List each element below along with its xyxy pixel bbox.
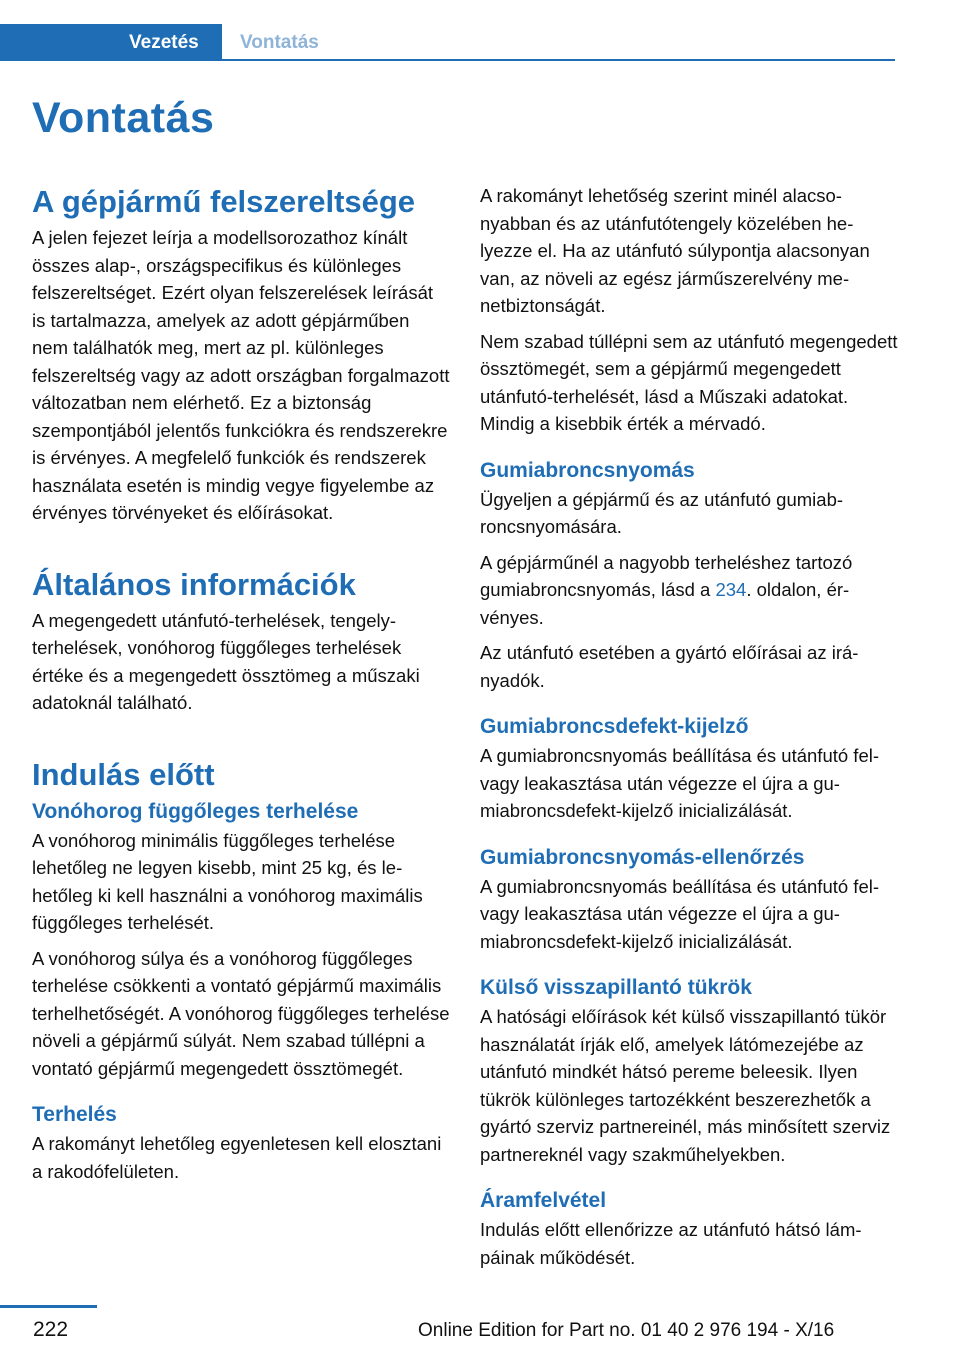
- paragraph: Indulás előtt ellenőrizze az utánfutó hátsó lámpáinak működését.: [480, 1219, 862, 1268]
- section-title-felszereltseg: A gépjármű felszereltsége: [32, 184, 416, 219]
- subsection-title-nyomas-ellenorzes: Gumiabroncsnyomás-ellenőrzés: [480, 845, 805, 869]
- paragraph: Nem szabad túllépni sem az utánfutó megengedett össztömegét, sem a gépjármű megengedett utánfutó-terhelését, lásd a Műszaki adatokat. Mindig a kisebbik érték a mérvadó.: [480, 330, 898, 434]
- footer-divider: [0, 1305, 97, 1308]
- subsection-title-vonohorog: Vonóhorog függőleges terhelése: [32, 799, 359, 823]
- paragraph: A megengedett utánfutó-terhelések, tengelyterhelések, vonóhorog függőleges terhelések értéke és a megengedett össztömeg a műszaki adatoknál található.: [32, 609, 420, 713]
- paragraph: Ügyeljen a gépjármű és az utánfutó gumiabroncsnyomására.: [480, 488, 844, 537]
- paragraph: A gumiabroncsnyomás beállítása és utánfutó fel- vagy leakasztása után végezze el újra a gumiabroncsdefekt-kijelző inicializálását.: [480, 875, 880, 952]
- paragraph: A jelen fejezet leírja a modellsorozathoz kínált összes alap-, országspecifikus és különleges felszereltséget. Ezért olyan felszerelések leírását is tartalmazza, amelyek az adott gépjárműben nem találhatók meg, mert az pl. különleges felszereltség vagy az adott országban forgalmazott változatban nem elérhető. Ez a biztonság szempontjából jelentős funkciókra és rendszerekre is érvényes. A megfelelő funkciók és rendszerek használata esetén is mindig vegye figyelembe az érvényes törvényeket és előírásokat.: [32, 227, 450, 523]
- section-title-altalanos: Általános információk: [32, 566, 356, 602]
- breadcrumb-tab-vezetes[interactable]: Vezetés: [0, 24, 222, 61]
- paragraph: A gumiabroncsnyomás beállítása és utánfutó fel- vagy leakasztása után végezze el újra a gumiabroncsdefekt-kijelző inicializálását.: [480, 745, 880, 821]
- left-column: [32, 180, 450, 1193]
- right-column: [480, 182, 898, 1279]
- text-run: . oldalon, érvényes.: [480, 579, 850, 628]
- paragraph: A hatósági előírások két külső visszapillantó tükör használatát írják elő, amelyek látómezejébe az utánfutó mindkét hátsó pereme beleesik. Ilyen tükrök különleges tartozékként beszerezhetők a gyártó szerviz partnereinél, más minősített szerviz partnereknél vagy szakműhelyekben.: [480, 1006, 891, 1165]
- subsection-title-terheles: Terhelés: [32, 1103, 117, 1126]
- subsection-title-tukrok: Külső visszapillantó tükrök: [480, 976, 752, 999]
- text-run: A gépjárműnél a nagyobb terheléshez tartozó gumiabroncsnyomás, lásd a: [480, 551, 853, 600]
- paragraph: A vonóhorog minimális függőleges terhelése lehetőleg ne legyen kisebb, mint 25 kg, és lehetőleg ki kell használni a vonóhorog maximális függőleges terhelését.: [32, 829, 423, 933]
- subsection-title-defekt-kijelzo: Gumiabroncsdefekt-kijelző: [480, 715, 749, 738]
- paragraph: A vonóhorog súlya és a vonóhorog függőleges terhelése csökkenti a vontató gépjármű maximális terhelhetőségét. A vonóhorog függőleges terhelése növeli a gépjármű súlyát. Nem szabad túllépni a vontató gépjármű megengedett össztömegét.: [32, 947, 450, 1079]
- header-divider: [222, 59, 895, 61]
- section-title-indulas-elott: Indulás előtt: [32, 756, 215, 792]
- page-title: Vontatás: [32, 94, 215, 142]
- paragraph: Az utánfutó esetében a gyártó előírásai az irányadók.: [480, 642, 859, 691]
- breadcrumb-tab-vontatas[interactable]: Vontatás: [240, 32, 319, 53]
- page-number: 222: [33, 1318, 69, 1341]
- subsection-title-aramfelvetel: Áramfelvétel: [480, 1189, 607, 1212]
- page-reference-link[interactable]: 234: [715, 579, 747, 600]
- paragraph: [480, 549, 898, 632]
- paragraph: A rakományt lehetőség szerint minél alacsonyabban és az utánfutótengely közelében helyezze el. Ha az utánfutó súlypontja alacsonyan van, az növeli az egész járműszerelvény menetbiztonságát.: [480, 185, 870, 316]
- header-bar: [0, 0, 895, 63]
- edition-label: Online Edition for Part no. 01 40 2 976 194 - X/16: [418, 1320, 835, 1341]
- subsection-title-gumiabroncsnyomas: Gumiabroncsnyomás: [480, 458, 695, 482]
- paragraph: A rakományt lehetőleg egyenletesen kell elosztani a rakodófelületen.: [32, 1133, 442, 1182]
